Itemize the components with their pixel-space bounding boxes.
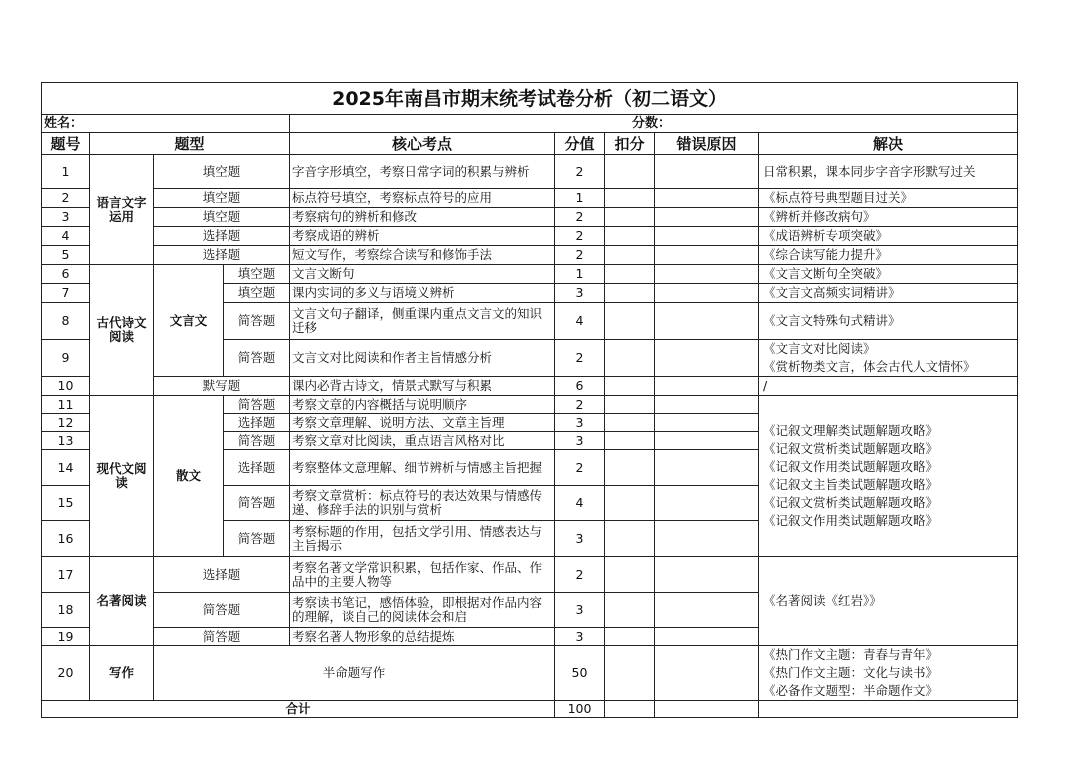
table-row [42,265,1018,284]
deduction-cell[interactable] [605,628,655,646]
solution-line: 《必备作文题型：半命题作文》 [763,683,939,698]
deduction-cell[interactable] [605,521,655,557]
subsection-classical-chinese: 文言文 [154,265,224,377]
score-value: 6 [555,377,605,396]
score-value: 2 [555,450,605,486]
deduction-cell[interactable] [605,155,655,189]
error-reason-cell[interactable] [655,303,759,340]
question-no: 7 [42,284,90,303]
deduction-cell[interactable] [605,340,655,377]
total-row [42,701,1018,718]
solution-line: 《记叙文赏析类试题解题攻略》 [763,441,939,456]
core-point: 考察名著人物形象的总结提炼 [290,628,555,646]
error-reason-cell[interactable] [655,265,759,284]
solution: 《文言文断句全突破》 [759,265,1018,284]
solution-line: 《记叙文作用类试题解题攻略》 [763,513,939,528]
solution-line: 《记叙文赏析类试题解题攻略》 [763,495,939,510]
question-type: 默写题 [154,377,290,396]
question-type: 选择题 [154,227,290,246]
deduction-cell[interactable] [605,303,655,340]
deduction-cell[interactable] [605,646,655,701]
solution-line: 《记叙文主旨类试题解题攻略》 [763,477,939,492]
score-value: 50 [555,646,605,701]
question-type: 选择题 [154,246,290,265]
score-value: 2 [555,557,605,593]
score-value: 4 [555,303,605,340]
solution: 《成语辨析专项突破》 [759,227,1018,246]
error-reason-cell[interactable] [655,396,759,414]
solution-modern-reading [759,396,1018,557]
core-point: 课内必背古诗文，情景式默写与积累 [290,377,555,396]
error-reason-cell[interactable] [655,340,759,377]
question-type: 简答题 [154,628,290,646]
score-value: 2 [555,246,605,265]
exam-analysis-table [41,82,1018,718]
total-label: 合计 [42,701,555,718]
table-row [42,646,1018,701]
error-reason-cell[interactable] [655,227,759,246]
error-reason-cell[interactable] [655,208,759,227]
question-no: 9 [42,340,90,377]
solution: / [759,377,1018,396]
score-value: 2 [555,155,605,189]
core-point: 考察名著文学常识积累，包括作家、作品、作品中的主要人物等 [290,557,555,593]
score-value: 3 [555,593,605,628]
error-reason-cell[interactable] [655,486,759,521]
question-no: 10 [42,377,90,396]
table-row [42,557,1018,593]
core-point: 考察读书笔记，感悟体验，即根据对作品内容的理解，谈自己的阅读体会和启 [290,593,555,628]
error-reason-cell[interactable] [655,155,759,189]
question-no: 16 [42,521,90,557]
deduction-cell[interactable] [605,593,655,628]
score-value: 4 [555,486,605,521]
question-type: 简答题 [224,432,290,450]
score-value: 1 [555,265,605,284]
error-reason-cell[interactable] [655,450,759,486]
section-classic-reading: 名著阅读 [90,557,154,646]
table-row [42,155,1018,189]
deduction-cell[interactable] [605,396,655,414]
core-point: 考察成语的辨析 [290,227,555,246]
error-reason-cell[interactable] [655,377,759,396]
table-row [42,189,1018,208]
question-no: 1 [42,155,90,189]
solution: 《标点符号典型题目过关》 [759,189,1018,208]
question-type: 简答题 [154,593,290,628]
core-point: 考察标题的作用，包括文学引用、情感表达与主旨揭示 [290,521,555,557]
question-no: 5 [42,246,90,265]
section-writing: 写作 [90,646,154,701]
question-type: 填空题 [224,265,290,284]
header-core-point: 核心考点 [290,133,555,155]
table-row [42,377,1018,396]
error-reason-cell[interactable] [655,432,759,450]
question-type: 填空题 [224,284,290,303]
table-row [42,227,1018,246]
deduction-cell[interactable] [605,208,655,227]
table-row [42,396,1018,414]
solution-line: 《赏析物类文言，体会古代人文情怀》 [763,359,976,374]
question-type: 填空题 [154,208,290,227]
score-value: 3 [555,432,605,450]
core-point: 考察整体文意理解、细节辨析与情感主旨把握 [290,450,555,486]
solution: 《辨析并修改病句》 [759,208,1018,227]
question-type: 简答题 [224,486,290,521]
question-no: 3 [42,208,90,227]
question-no: 20 [42,646,90,701]
core-point: 文言文句子翻译，侧重课内重点文言文的知识迁移 [290,303,555,340]
question-type: 填空题 [154,155,290,189]
error-reason-cell[interactable] [655,593,759,628]
question-type: 选择题 [154,557,290,593]
question-no: 6 [42,265,90,284]
question-no: 12 [42,414,90,432]
solution-line: 《记叙文作用类试题解题攻略》 [763,459,939,474]
deduction-cell[interactable] [605,377,655,396]
core-point: 考察文章对比阅读，重点语言风格对比 [290,432,555,450]
core-point: 考察病句的辨析和修改 [290,208,555,227]
solution: 日常积累，课本同步字音字形默写过关 [759,155,1018,189]
table-row [42,208,1018,227]
error-reason-cell[interactable] [655,246,759,265]
header-type: 题型 [90,133,290,155]
question-no: 13 [42,432,90,450]
error-reason-cell[interactable] [655,414,759,432]
question-type: 选择题 [224,414,290,432]
deduction-cell[interactable] [605,189,655,208]
solution-line: 《热门作文主题：文化与读书》 [763,665,939,680]
score-label: 分数： [632,115,672,131]
solution-line: 《热门作文主题：青春与青年》 [763,647,939,662]
deduction-cell[interactable] [605,227,655,246]
error-reason-cell[interactable] [655,557,759,593]
question-no: 18 [42,593,90,628]
solution: 《文言文高频实词精讲》 [759,284,1018,303]
deduction-cell[interactable] [605,265,655,284]
deduction-cell[interactable] [605,557,655,593]
subsection-prose: 散文 [154,396,224,557]
table-row [42,246,1018,265]
core-point: 短文写作，考察综合读写和修饰手法 [290,246,555,265]
question-no: 14 [42,450,90,486]
solution-line: 《记叙文理解类试题解题攻略》 [763,423,939,438]
total-solution-cell [759,701,1018,718]
solution [759,646,1018,701]
solution: 《综合读写能力提升》 [759,246,1018,265]
score-value: 2 [555,396,605,414]
header-no: 题号 [42,133,90,155]
question-type: 选择题 [224,450,290,486]
score-value: 2 [555,208,605,227]
deduction-cell[interactable] [605,486,655,521]
core-point: 课内实词的多义与语境义辨析 [290,284,555,303]
question-no: 11 [42,396,90,414]
name-field[interactable]: 姓名： [42,115,290,133]
core-point: 标点符号填空，考察标点符号的应用 [290,189,555,208]
section-language-use: 语言文字运用 [90,155,154,265]
error-reason-cell[interactable] [655,628,759,646]
deduction-cell[interactable] [605,284,655,303]
section-classical-reading: 古代诗文阅读 [90,265,154,396]
score-value: 2 [555,340,605,377]
header-deduction: 扣分 [605,133,655,155]
solution: 《文言文特殊句式精讲》 [759,303,1018,340]
solution-classic-reading: 《名著阅读《红岩》》 [759,557,1018,646]
error-reason-cell[interactable] [655,189,759,208]
deduction-cell[interactable] [605,450,655,486]
question-type: 简答题 [224,521,290,557]
question-no: 4 [42,227,90,246]
section-modern-reading: 现代文阅读 [90,396,154,557]
total-error-reason-cell[interactable] [655,701,759,718]
question-type: 简答题 [224,396,290,414]
question-type: 填空题 [154,189,290,208]
header-solution: 解决 [759,133,1018,155]
question-no: 2 [42,189,90,208]
core-point: 文言文对比阅读和作者主旨情感分析 [290,340,555,377]
core-point: 考察文章的内容概括与说明顺序 [290,396,555,414]
score-value: 3 [555,628,605,646]
total-deduction-cell[interactable] [605,701,655,718]
solution-line: 《文言文对比阅读》 [763,341,876,356]
total-score: 100 [555,701,605,718]
score-value: 3 [555,521,605,557]
question-no: 17 [42,557,90,593]
score-value: 3 [555,414,605,432]
page-title: 2025年南昌市期末统考试卷分析（初二语文） [42,83,1018,115]
solution [759,340,1018,377]
score-value: 1 [555,189,605,208]
core-point: 考察文章理解、说明方法、文章主旨理 [290,414,555,432]
question-no: 8 [42,303,90,340]
question-type: 半命题写作 [154,646,555,701]
question-type: 简答题 [224,340,290,377]
header-error-reason: 错误原因 [655,133,759,155]
core-point: 文言文断句 [290,265,555,284]
question-no: 19 [42,628,90,646]
core-point: 考察文章赏析：标点符号的表达效果与情感传递、修辞手法的识别与赏析 [290,486,555,521]
error-reason-cell[interactable] [655,646,759,701]
error-reason-cell[interactable] [655,521,759,557]
question-no: 15 [42,486,90,521]
score-field[interactable] [290,115,1018,133]
score-value: 2 [555,227,605,246]
score-value: 3 [555,284,605,303]
question-type: 简答题 [224,303,290,340]
core-point: 字音字形填空，考察日常字词的积累与辨析 [290,155,555,189]
deduction-cell[interactable] [605,246,655,265]
deduction-cell[interactable] [605,414,655,432]
error-reason-cell[interactable] [655,284,759,303]
deduction-cell[interactable] [605,432,655,450]
header-score: 分值 [555,133,605,155]
